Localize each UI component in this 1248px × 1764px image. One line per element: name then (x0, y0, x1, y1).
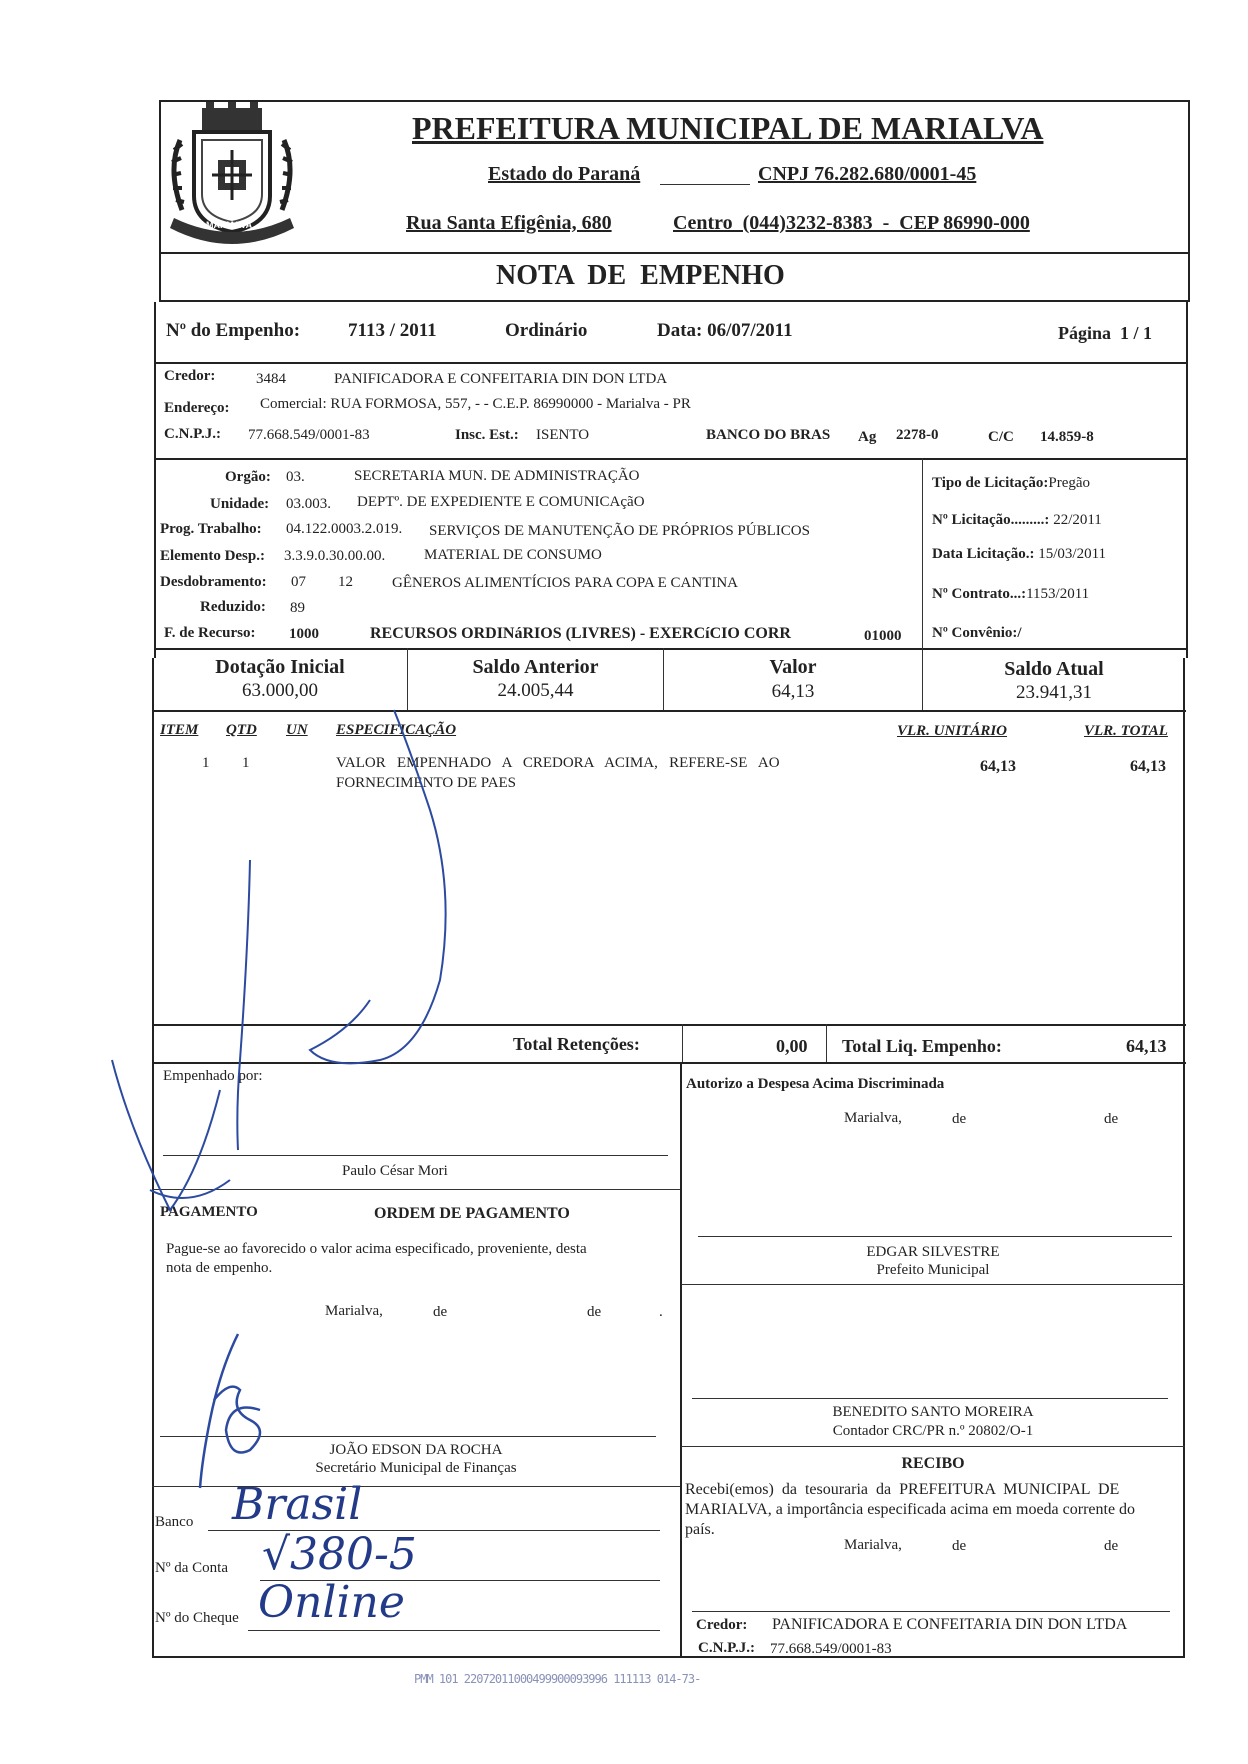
empenhado-por-name: Paulo César Mori (342, 1163, 448, 1179)
contrato-row (932, 585, 1089, 603)
prog-desc: SERVIÇOS DE MANUTENÇÃO DE PRÓPRIOS PÚBLICOS (429, 523, 810, 539)
contador-title: Contador CRC/PR n.º 20802/O-1 (832, 1423, 1034, 1439)
recibo-text-line1: Recebi(emos) da tesouraria da PREFEITURA MUNICIPAL DE (685, 1481, 1120, 1498)
item-total-value: 64,13 (1130, 758, 1166, 775)
conta-label: Nº da Conta (155, 1560, 228, 1576)
secretary-signature (190, 1330, 280, 1490)
recibo-text-line2: MARIALVA, a importância especificada acima em moeda corrente do (685, 1501, 1136, 1518)
conta-handwritten: √380-5 (262, 1529, 417, 1580)
total-liquido-label: Total Liq. Empenho: (842, 1036, 1002, 1056)
crest-banner-text: MARIALVA (206, 220, 253, 230)
pagamento-label: PAGAMENTO (160, 1204, 258, 1220)
page-number: Página 1 / 1 (1058, 323, 1153, 343)
licitacao-date-row (932, 545, 1106, 563)
col-header-unit-value: VLR. UNITÁRIO (897, 723, 1008, 739)
reduzido-value: 89 (290, 600, 305, 616)
header-district-phone-cep: Centro (044)3232-8383 - CEP 86990-000 (673, 212, 1030, 234)
document-title: NOTA DE EMPENHO (496, 260, 785, 291)
empenho-number-label: Nº do Empenho: (166, 320, 301, 341)
item-spec-line2: FORNECIMENTO DE PAES (336, 775, 517, 791)
header-cnpj: CNPJ 76.282.680/0001-45 (758, 163, 977, 185)
prefeito-title: Prefeito Municipal (876, 1262, 990, 1278)
credor-label: Credor: (164, 368, 216, 384)
credor-cnpj: 77.668.549/0001-83 (248, 427, 370, 443)
pagamento-city: Marialva, (325, 1303, 383, 1319)
total-liquido-value: 64,13 (1126, 1036, 1167, 1056)
col-header-spec: ESPECIFICAÇÃO (336, 722, 457, 738)
contrato-label: Nº Contrato...: (932, 586, 1027, 602)
prefeito-name: EDGAR SILVESTRE (866, 1244, 1000, 1260)
pagamento-de-2: de (587, 1304, 602, 1320)
convenio-label: Nº Convênio:/ (932, 625, 1022, 641)
col-header-item: ITEM (160, 722, 199, 738)
insc-label: Insc. Est.: (455, 427, 519, 443)
account-number: 14.859-8 (1040, 429, 1094, 445)
licitacao-number: 22/2011 (1053, 512, 1102, 528)
contador-name: BENEDITO SANTO MOREIRA (832, 1404, 1034, 1420)
ordem-pagamento-title: ORDEM DE PAGAMENTO (374, 1205, 570, 1222)
saldo-atual-label: Saldo Atual (1004, 658, 1104, 680)
municipality-title: PREFEITURA MUNICIPAL DE MARIALVA (412, 110, 1044, 146)
prog-code: 04.122.0003.2.019. (286, 521, 403, 537)
recibo-credor-name: PANIFICADORA E CONFEITARIA DIN DON LTDA (772, 1616, 1128, 1633)
empenho-type: Ordinário (505, 320, 588, 341)
licitacao-date: 15/03/2011 (1038, 546, 1107, 562)
dotacao-label: Dotação Inicial (215, 656, 345, 678)
insc-value: ISENTO (536, 427, 590, 443)
address-label: Endereço: (164, 400, 230, 416)
item-spec-line1: VALOR EMPENHADO A CREDORA ACIMA, REFERE-SE AO (336, 755, 780, 771)
banco-handwritten: Brasil (232, 1479, 363, 1530)
elemento-desc: MATERIAL DE CONSUMO (424, 547, 602, 563)
contrato-number: 1153/2011 (1026, 586, 1090, 602)
secretario-title: Secretário Municipal de Finanças (315, 1460, 517, 1476)
elemento-code: 3.3.9.0.30.00.00. (284, 548, 386, 564)
fonte-label: F. de Recurso: (164, 625, 256, 641)
valor-value: 64,13 (771, 681, 815, 702)
elemento-label: Elemento Desp.: (160, 548, 265, 564)
tipo-licitacao-label (932, 474, 1090, 492)
recibo-city: Marialva, (844, 1537, 902, 1553)
pagamento-de-1: de (433, 1304, 448, 1320)
dotacao-value: 63.000,00 (242, 680, 318, 701)
empenhado-por-label: Empenhado por: (163, 1068, 263, 1084)
cheque-label: Nº do Cheque (155, 1610, 239, 1626)
unidade-code: 03.003. (286, 496, 331, 512)
footer-barcode-text: PMM 101 22072011000499900093996 111113 014-73- (414, 1672, 701, 1686)
header-street: Rua Santa Efigênia, 680 (406, 212, 612, 234)
pagamento-period: . (659, 1304, 663, 1320)
orgao-label: Orgão: (225, 469, 271, 485)
pagamento-text-line2: nota de empenho. (166, 1260, 273, 1276)
recibo-cnpj: 77.668.549/0001-83 (770, 1641, 892, 1657)
credor-address: Comercial: RUA FORMOSA, 557, - - C.E.P. 86990000 - Marialva - PR (260, 396, 691, 412)
saldo-anterior-value: 24.005,44 (497, 680, 574, 701)
licitacao-date-label: Data Licitação.: (932, 546, 1035, 562)
recibo-cnpj-label: C.N.P.J.: (698, 1640, 755, 1656)
total-retencoes-label: Total Retenções: (513, 1034, 640, 1054)
agency-label: Ag (858, 429, 877, 445)
unidade-label: Unidade: (210, 496, 270, 512)
saldo-anterior-label: Saldo Anterior (472, 656, 599, 678)
fonte-code: 1000 (289, 626, 319, 642)
licitacao-number-row (932, 511, 1102, 529)
banco-label: Banco (155, 1514, 194, 1530)
desdobramento-b: 12 (338, 574, 353, 590)
tipo-licitacao-value: Pregão (1048, 475, 1091, 491)
autorizo-de-2: de (1104, 1111, 1119, 1127)
unidade-desc: DEPTº. DE EXPEDIENTE E COMUNICAçãO (357, 494, 645, 510)
reduzido-label: Reduzido: (200, 599, 266, 615)
cheque-handwritten: Online (258, 1577, 405, 1628)
recibo-credor-label: Credor: (696, 1617, 748, 1633)
col-header-un: UN (286, 722, 308, 738)
secretario-name: JOÃO EDSON DA ROCHA (329, 1442, 503, 1458)
credor-name: PANIFICADORA E CONFEITARIA DIN DON LTDA (334, 371, 668, 387)
empenho-date: Data: 06/07/2011 (657, 320, 793, 341)
saldo-atual-value: 23.941,31 (1016, 682, 1092, 703)
credor-cnpj-label: C.N.P.J.: (164, 426, 221, 442)
account-label: C/C (988, 429, 1014, 445)
prog-label: Prog. Trabalho: (160, 521, 262, 537)
item-qtd: 1 (242, 755, 250, 771)
autorizo-label: Autorizo a Despesa Acima Discriminada (686, 1076, 945, 1092)
state-name: Estado do Paraná (488, 163, 641, 185)
empenho-number: 7113 / 2011 (348, 320, 437, 341)
credor-code: 3484 (256, 371, 286, 387)
col-header-qtd: QTD (226, 722, 257, 738)
agency-number: 2278-0 (896, 427, 939, 443)
licitacao-number-label: Nº Licitação.........: (932, 512, 1050, 528)
recibo-title: RECIBO (901, 1455, 965, 1472)
fonte-number: 01000 (864, 628, 902, 644)
autorizo-de-1: de (952, 1111, 967, 1127)
desdobramento-a: 07 (291, 574, 306, 590)
orgao-desc: SECRETARIA MUN. DE ADMINISTRAÇÃO (354, 468, 640, 484)
recibo-text-line3: país. (685, 1521, 715, 1538)
desdobramento-label: Desdobramento: (160, 574, 267, 590)
bank-name: BANCO DO BRAS (706, 427, 831, 443)
recibo-de-1: de (952, 1538, 967, 1554)
item-unit-value: 64,13 (980, 758, 1016, 775)
large-signature (110, 690, 470, 1250)
total-retencoes-value: 0,00 (776, 1036, 808, 1056)
col-header-total-value: VLR. TOTAL (1084, 723, 1168, 739)
valor-label: Valor (769, 656, 817, 678)
autorizo-city: Marialva, (844, 1110, 902, 1126)
tipo-licitacao-label-text: Tipo de Licitação: (932, 475, 1049, 491)
desdobramento-desc: GÊNEROS ALIMENTÍCIOS PARA COPA E CANTINA (392, 575, 739, 591)
pagamento-text-line1: Pague-se ao favorecido o valor acima especificado, proveniente, desta (166, 1241, 587, 1257)
recibo-de-2: de (1104, 1538, 1119, 1554)
orgao-code: 03. (286, 469, 305, 485)
fonte-desc: RECURSOS ORDINáRIOS (LIVRES) - EXERCíCIO CORR (370, 625, 791, 642)
item-number: 1 (202, 755, 210, 771)
